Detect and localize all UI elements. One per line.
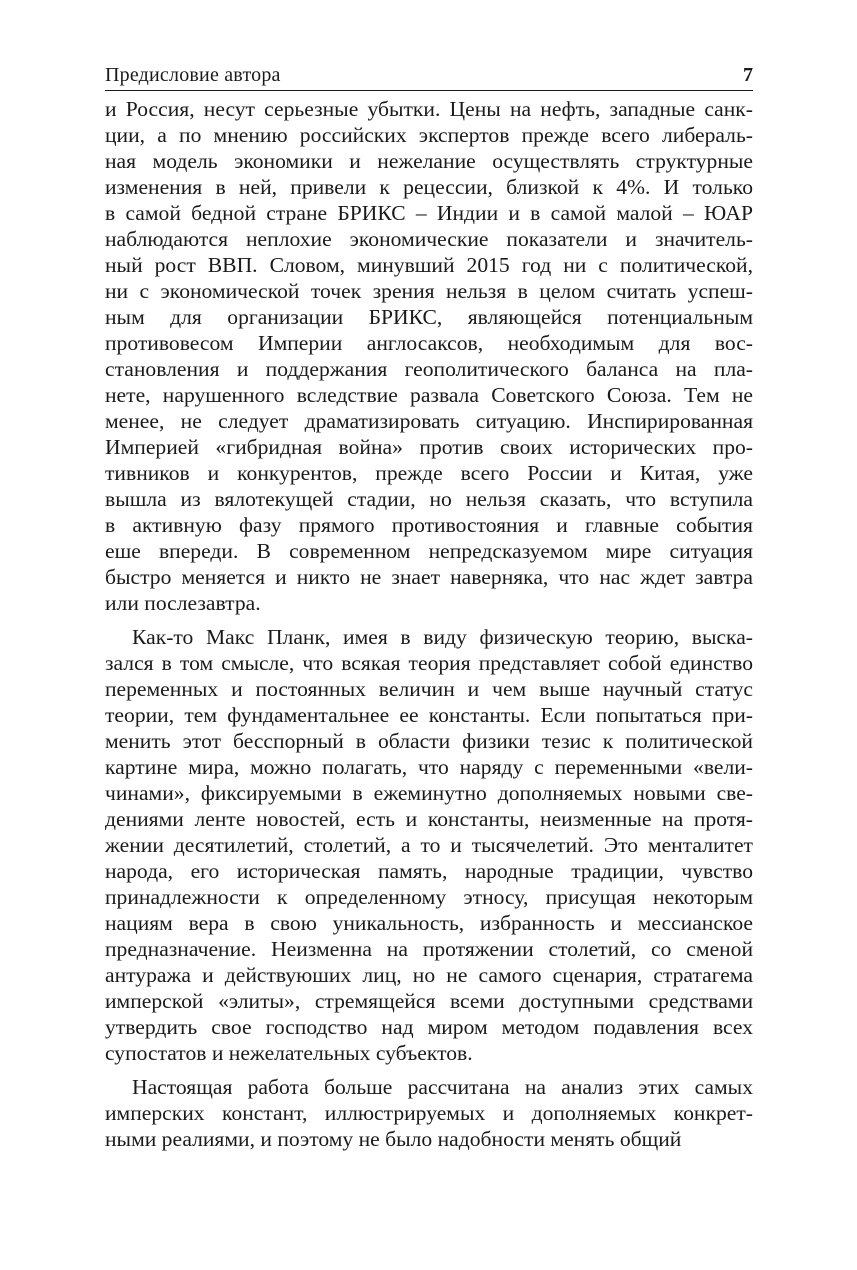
text-line: нете, нарушенного вследствие развала Советского Союза. Тем не	[105, 383, 753, 407]
text-line: переменных и постоянных величин и чем выше научный статус	[105, 677, 753, 701]
text-line: менее, не следует драматизировать ситуацию. Инспирированная	[105, 409, 753, 433]
text-line: народа, его историческая память, народные традиции, чувство	[105, 859, 753, 883]
text-line: Империей «гибридная война» против своих исторических про-	[105, 435, 753, 459]
text-line: супостатов и нежелательных субъектов.	[105, 1041, 473, 1065]
text-line: имперских констант, иллюстрируемых и дополняемых конкрет-	[105, 1101, 753, 1125]
paragraph	[105, 624, 753, 1066]
text-line: имперской «элиты», стремящейся всеми доступными средствами	[105, 989, 753, 1013]
text-line: нациям вера в свою уникальность, избранность и мессианское	[105, 911, 753, 935]
text-line: Настоящая работа больше рассчитана на анализ этих самых	[132, 1075, 753, 1099]
text-line: ни с экономической точек зрения нельзя в целом считать успеш-	[105, 279, 753, 303]
text-line: принадлежности к определенному этносу, присущая некоторым	[105, 885, 753, 909]
text-line: становления и поддержания геополитического баланса на пла-	[105, 357, 753, 381]
text-line: ным для организации БРИКС, являющейся потенциальным	[105, 305, 753, 329]
text-line: ный рост ВВП. Словом, минувший 2015 год ни с политической,	[105, 253, 753, 277]
header-rule	[105, 90, 753, 91]
text-line: быстро меняется и никто не знает наверняка, что нас ждет завтра	[105, 565, 753, 589]
page-number: 7	[743, 64, 753, 86]
text-line: изменения в ней, привели к рецессии, близкой к 4%. И только	[105, 175, 753, 199]
text-line: зался в том смысле, что всякая теория представляет собой единство	[105, 651, 753, 675]
body-text	[105, 96, 753, 1152]
text-line: теории, тем фундаментальнее ее константы. Если попытаться при-	[105, 703, 753, 727]
text-line: предназначение. Неизменна на протяжении столетий, со сменой	[105, 937, 753, 961]
text-line: еше впереди. В современном непредсказуемом мире ситуация	[105, 539, 753, 563]
paragraph	[105, 1074, 753, 1152]
text-line: ции, а по мнению российских экспертов прежде всего либераль-	[105, 123, 753, 147]
running-head-title: Предисловие автора	[105, 64, 281, 86]
text-line: утвердить свое господство над миром методом подавления всех	[105, 1015, 753, 1039]
paragraph	[105, 96, 753, 616]
text-line: в активную фазу прямого противостояния и главные события	[105, 513, 753, 537]
running-head	[105, 60, 753, 90]
text-line: и Россия, несут серьезные убытки. Цены на нефть, западные санк-	[105, 97, 753, 121]
text-line: ная модель экономики и нежелание осуществлять структурные	[105, 149, 753, 173]
text-line: ными реалиями, и поэтому не было надобности менять общий	[105, 1127, 682, 1151]
text-line: дениями ленте новостей, есть и константы, неизменные на протя-	[105, 807, 753, 831]
text-line: тивников и конкурентов, прежде всего России и Китая, уже	[105, 461, 753, 485]
text-line: антуража и действуюших лиц, но не самого сценария, стратагема	[105, 963, 753, 987]
paragraph-gap	[105, 1066, 753, 1074]
text-line: жении десятилетий, столетий, а то и тысячелетий. Это менталитет	[105, 833, 753, 857]
text-line: вышла из вялотекущей стадии, но нельзя сказать, что вступила	[105, 487, 753, 511]
text-line: картине мира, можно полагать, что наряду с переменными «вели-	[105, 755, 753, 779]
text-line: противовесом Империи англосаксов, необходимым для вос-	[105, 331, 753, 355]
paragraph-gap	[105, 616, 753, 624]
text-line: Как-то Макс Планк, имея в виду физическую теорию, выска-	[132, 625, 753, 649]
text-line: наблюдаются неплохие экономические показатели и значитель-	[105, 227, 753, 251]
text-line: или послезавтра.	[105, 591, 261, 615]
text-line: менить этот бесспорный в области физики тезис к политической	[105, 729, 753, 753]
text-line: в самой бедной стране БРИКС – Индии и в самой малой – ЮАР	[105, 201, 753, 225]
text-line: чинами», фиксируемыми в ежеминутно дополняемых новыми све-	[105, 781, 753, 805]
